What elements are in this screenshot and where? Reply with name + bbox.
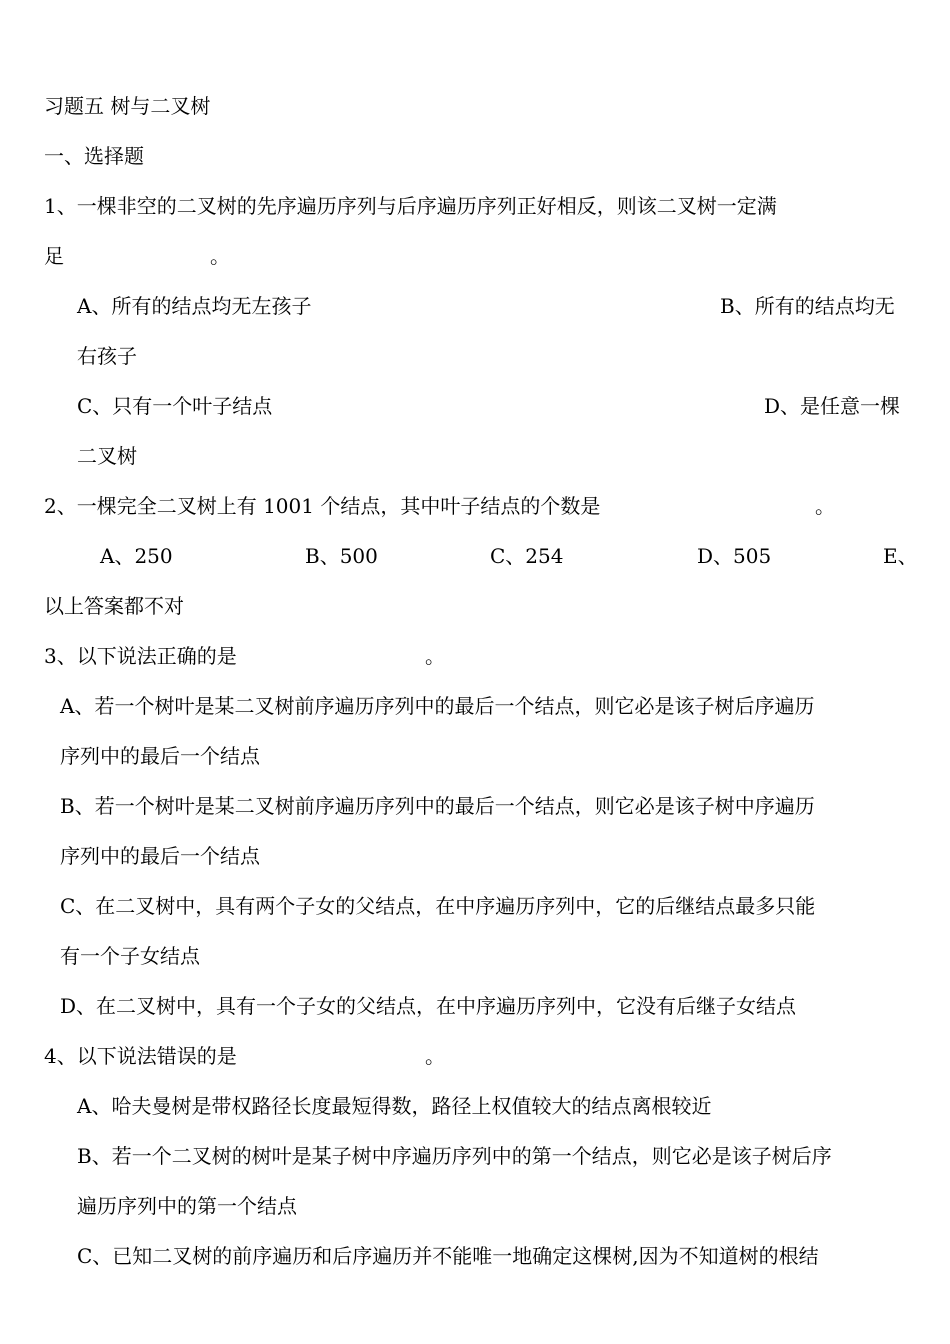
q3-option-a: A、若一个树叶是某二叉树前序遍历序列中的最后一个结点，则它必是该子树后序遍历 (60, 694, 815, 718)
q1-stem-line2: 足 (44, 244, 64, 268)
q3-stem: 3、以下说法正确的是 (44, 644, 237, 668)
q2-option-c: C、254 (490, 544, 564, 568)
q4-option-b-cont: 遍历序列中的第一个结点 (77, 1194, 297, 1218)
q4-stem: 4、以下说法错误的是 (44, 1044, 237, 1068)
q4-blank-end: 。 (425, 1044, 445, 1068)
q1-option-d: D、是任意一棵 (764, 394, 901, 418)
q2-option-d: D、505 (697, 544, 772, 568)
q3-option-c-cont: 有一个子女结点 (60, 944, 200, 968)
q1-stem-line1: 1、一棵非空的二叉树的先序遍历序列与后序遍历序列正好相反，则该二叉树一定满 (44, 194, 777, 218)
q3-option-b-cont: 序列中的最后一个结点 (60, 844, 260, 868)
q2-option-a: A、250 (100, 544, 173, 568)
q3-blank-end: 。 (425, 644, 445, 668)
q3-option-b: B、若一个树叶是某二叉树前序遍历序列中的最后一个结点，则它必是该子树中序遍历 (60, 794, 815, 818)
q4-option-c: C、已知二叉树的前序遍历和后序遍历并不能唯一地确定这棵树,因为不知道树的根结 (77, 1244, 819, 1268)
q2-blank-end: 。 (815, 494, 835, 518)
q4-option-a: A、哈夫曼树是带权路径长度最短得数，路径上权值较大的结点离根较近 (77, 1094, 712, 1118)
q3-option-d: D、在二叉树中，具有一个子女的父结点，在中序遍历序列中，它没有后继子女结点 (60, 994, 797, 1018)
exercise-title: 习题五 树与二叉树 (44, 94, 211, 118)
q3-option-a-cont: 序列中的最后一个结点 (60, 744, 260, 768)
q1-option-d-cont: 二叉树 (77, 444, 137, 468)
q1-option-c: C、只有一个叶子结点 (77, 394, 273, 418)
q1-blank-end: 。 (210, 244, 230, 268)
q3-option-c: C、在二叉树中，具有两个子女的父结点，在中序遍历序列中，它的后继结点最多只能 (60, 894, 816, 918)
q1-option-b: B、所有的结点均无 (720, 294, 895, 318)
q2-option-e-cont: 以上答案都不对 (44, 594, 184, 618)
q1-option-b-cont: 右孩子 (77, 344, 137, 368)
q1-option-a: A、所有的结点均无左孩子 (77, 294, 312, 318)
q2-stem: 2、一棵完全二叉树上有 1001 个结点，其中叶子结点的个数是 (44, 494, 601, 518)
q2-option-b: B、500 (305, 544, 378, 568)
section-heading: 一、选择题 (44, 144, 144, 168)
q2-option-e: E、 (883, 544, 918, 568)
q4-option-b: B、若一个二叉树的树叶是某子树中序遍历序列中的第一个结点，则它必是该子树后序 (77, 1144, 832, 1168)
